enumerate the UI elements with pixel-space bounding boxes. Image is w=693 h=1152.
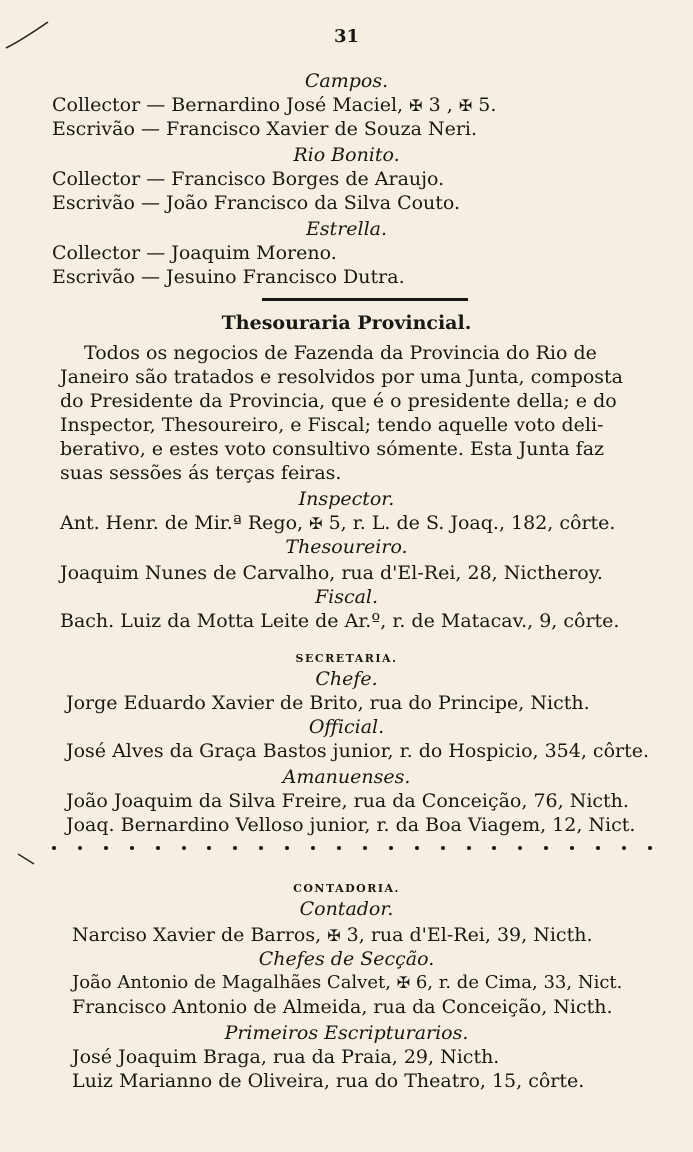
separator-dot — [622, 846, 626, 850]
amanuense-entry: Joaq. Bernardino Velloso junior, r. da Boa Viagem, 12, Nict. — [66, 814, 636, 836]
heading-primeiros-escripturarios: Primeiros Escripturarios. — [224, 1022, 469, 1044]
separator-dot — [52, 846, 56, 850]
heading-contadoria: CONTADORIA. — [293, 882, 400, 895]
heading-amanuenses: Amanuenses. — [282, 766, 411, 788]
heading-chefe: Chefe. — [315, 668, 378, 690]
section-heading-rio-bonito: Rio Bonito. — [293, 144, 400, 166]
separator-dot — [182, 846, 186, 850]
contador-address: 3, rua d'El-Rei, 39, Nicth. — [346, 924, 593, 946]
order-cross-icon: ✠ — [458, 96, 473, 115]
separator-dot — [389, 846, 393, 850]
estrella-collector: Collector — Joaquim Moreno. — [52, 242, 337, 264]
estrella-escrivao: Escrivão — Jesuino Francisco Dutra. — [52, 266, 405, 288]
heading-secretaria: SECRETARIA. — [295, 652, 398, 665]
paragraph-line: Janeiro são tratados e resolvidos por uma Junta, composta — [60, 366, 623, 388]
heading-official: Official. — [308, 716, 385, 738]
separator-dot — [259, 846, 263, 850]
dotted-separator — [52, 846, 652, 854]
separator-dot — [544, 846, 548, 850]
separator-dot — [518, 846, 522, 850]
order-cross-icon: ✠ — [327, 926, 341, 945]
paragraph-line: suas sessões ás terças feiras. — [60, 462, 342, 484]
rio-bonito-collector: Collector — Francisco Borges de Araujo. — [52, 168, 445, 190]
ink-tick-mark — [16, 852, 38, 868]
order-cross-icon: ✠ — [396, 973, 411, 992]
escripturario-entry: José Joaquim Braga, rua da Praia, 29, Nicth. — [72, 1046, 500, 1068]
contador-name: Narciso Xavier de Barros, — [72, 924, 322, 946]
section-heading-campos: Campos. — [304, 70, 389, 92]
chefe-seccao-entry — [72, 972, 622, 994]
heading-thesoureiro: Thesoureiro. — [285, 536, 408, 558]
separator-dot — [130, 846, 134, 850]
campos-escrivao: Escrivão — Francisco Xavier de Souza Neri. — [52, 118, 478, 140]
section-divider — [262, 298, 468, 301]
contador-entry — [72, 924, 592, 947]
inspector-entry — [60, 512, 615, 535]
page-number: 31 — [333, 26, 360, 47]
paragraph-line: Todos os negocios de Fazenda da Provincia do Rio de — [84, 342, 597, 364]
campos-collector-text: Collector — Bernardino José Maciel, — [52, 94, 404, 116]
inspector-name: Ant. Henr. de Mir.ª Rego, — [60, 512, 304, 534]
paragraph-line: berativo, e estes voto consultivo sómente. Esta Junta faz — [60, 438, 605, 460]
paragraph-line: Inspector, Thesoureiro, e Fiscal; tendo aquelle voto deli- — [60, 414, 604, 436]
separator-dot — [104, 846, 108, 850]
amanuense-entry: João Joaquim da Silva Freire, rua da Conceição, 76, Nicth. — [66, 790, 629, 812]
separator-dot — [596, 846, 600, 850]
heading-chefes-de-seccao: Chefes de Secção. — [258, 948, 435, 970]
separator-dot — [467, 846, 471, 850]
campos-collector-grade1: 3 , — [428, 94, 453, 116]
inspector-address: 5, r. L. de S. Joaq., 182, côrte. — [328, 512, 616, 534]
heading-contador: Contador. — [299, 898, 394, 920]
official-entry: José Alves da Graça Bastos junior, r. do Hospicio, 354, côrte. — [66, 740, 650, 762]
chefe-entry: Jorge Eduardo Xavier de Brito, rua do Principe, Nicth. — [66, 692, 590, 714]
section-heading-thesouraria: Thesouraria Provincial. — [221, 312, 472, 334]
chefe-seccao-entry: Francisco Antonio de Almeida, rua da Conceição, Nicth. — [72, 996, 613, 1018]
campos-collector — [52, 94, 496, 117]
separator-dot — [156, 846, 160, 850]
separator-dot — [492, 846, 496, 850]
separator-dot — [285, 846, 289, 850]
separator-dot — [233, 846, 237, 850]
heading-fiscal: Fiscal. — [314, 586, 379, 608]
escripturario-entry: Luiz Marianno de Oliveira, rua do Theatro, 15, côrte. — [72, 1070, 585, 1092]
separator-dot — [441, 846, 445, 850]
separator-dot — [415, 846, 419, 850]
separator-dot — [570, 846, 574, 850]
rio-bonito-escrivao: Escrivão — João Francisco da Silva Couto. — [52, 192, 461, 214]
order-cross-icon: ✠ — [309, 514, 323, 533]
separator-dot — [78, 846, 82, 850]
heading-inspector: Inspector. — [298, 488, 395, 510]
separator-dot — [311, 846, 315, 850]
chefe-seccao-name: João Antonio de Magalhães Calvet, — [72, 972, 391, 993]
separator-dot — [337, 846, 341, 850]
campos-collector-grade2: 5. — [478, 94, 497, 116]
separator-dot — [207, 846, 211, 850]
order-cross-icon: ✠ — [409, 96, 423, 115]
section-heading-estrella: Estrella. — [305, 218, 388, 240]
paragraph-line: do Presidente da Provincia, que é o presidente della; e do — [60, 390, 617, 412]
separator-dot — [648, 846, 652, 850]
thesoureiro-entry: Joaquim Nunes de Carvalho, rua d'El-Rei, 28, Nictheroy. — [60, 562, 603, 584]
separator-dot — [363, 846, 367, 850]
chefe-seccao-address: 6, r. de Cima, 33, Nict. — [415, 972, 623, 993]
fiscal-entry: Bach. Luiz da Motta Leite de Ar.º, r. de Matacav., 9, côrte. — [60, 610, 620, 632]
